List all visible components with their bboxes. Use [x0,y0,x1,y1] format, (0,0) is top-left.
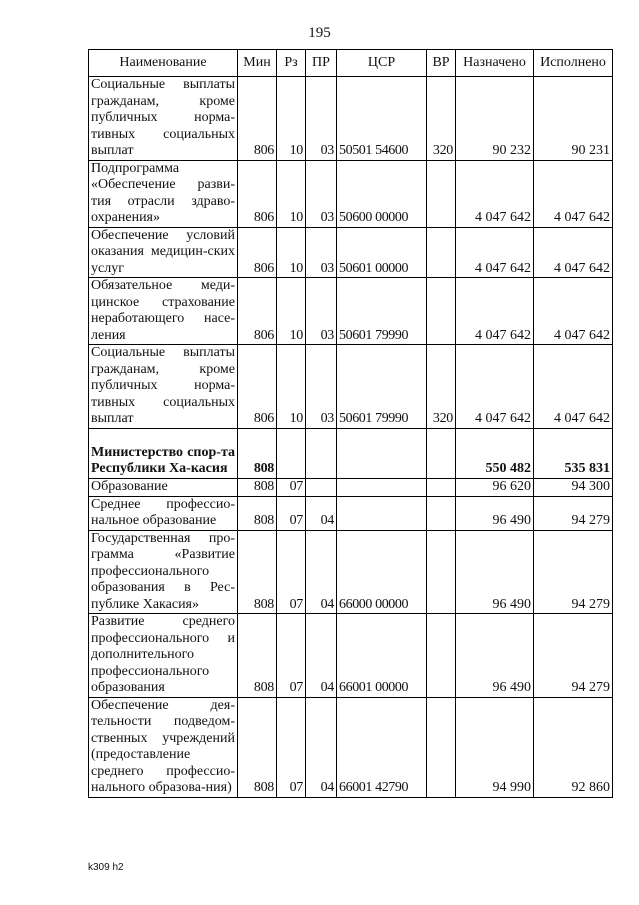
row-csr [337,478,427,496]
row-min: 806 [238,227,277,278]
row-csr: 66001 00000 [337,614,427,698]
row-csr: 66000 00000 [337,530,427,614]
row-assigned: 96 490 [456,496,534,530]
row-vr: 320 [427,345,456,429]
row-vr [427,160,456,227]
row-vr [427,278,456,345]
table-row [89,345,613,429]
row-pr: 04 [306,697,337,797]
row-pr: 03 [306,227,337,278]
row-min: 808 [238,428,277,478]
row-name: Социальные выплаты гражданам, кроме публичных норма-тивных социальных выплат [89,345,238,429]
row-vr [427,227,456,278]
row-rz: 10 [277,345,306,429]
row-pr: 03 [306,160,337,227]
row-assigned: 550 482 [456,428,534,478]
row-min: 808 [238,530,277,614]
row-rz: 10 [277,278,306,345]
row-assigned: 96 490 [456,530,534,614]
row-executed: 4 047 642 [534,160,613,227]
header-csr: ЦСР [337,50,427,77]
row-assigned: 96 620 [456,478,534,496]
row-min: 806 [238,77,277,161]
row-rz: 07 [277,697,306,797]
row-assigned: 4 047 642 [456,278,534,345]
row-name: Министерство спор-та Республики Ха-касия [89,428,238,478]
row-executed: 94 279 [534,614,613,698]
row-min: 806 [238,278,277,345]
row-assigned: 4 047 642 [456,345,534,429]
row-assigned: 4 047 642 [456,160,534,227]
row-min: 808 [238,697,277,797]
row-csr: 66001 42790 [337,697,427,797]
row-executed: 94 279 [534,496,613,530]
row-min: 808 [238,614,277,698]
row-name: Среднее профессио-нальное образование [89,496,238,530]
row-executed: 92 860 [534,697,613,797]
row-rz: 10 [277,77,306,161]
row-vr [427,428,456,478]
row-name: Образование [89,478,238,496]
row-executed: 4 047 642 [534,227,613,278]
table-row [89,278,613,345]
row-executed: 4 047 642 [534,278,613,345]
row-csr: 50501 54600 [337,77,427,161]
header-pr: ПР [306,50,337,77]
row-name: Социальные выплаты гражданам, кроме публичных норма-тивных социальных выплат [89,77,238,161]
row-executed: 94 279 [534,530,613,614]
row-assigned: 96 490 [456,614,534,698]
row-executed: 535 831 [534,428,613,478]
row-executed: 90 231 [534,77,613,161]
header-vr: ВР [427,50,456,77]
row-rz: 07 [277,496,306,530]
row-rz: 07 [277,614,306,698]
row-csr: 50600 00000 [337,160,427,227]
header-rz: Рз [277,50,306,77]
row-pr: 03 [306,345,337,429]
row-min: 808 [238,496,277,530]
table-header-row [89,50,613,77]
row-vr [427,496,456,530]
row-name: Обеспечение условий оказания медицин-ских услуг [89,227,238,278]
row-csr: 50601 00000 [337,227,427,278]
table-row [89,697,613,797]
row-min: 806 [238,345,277,429]
row-assigned: 90 232 [456,77,534,161]
row-pr [306,478,337,496]
row-assigned: 4 047 642 [456,227,534,278]
footer-code: k309 h2 [88,862,124,873]
row-csr [337,496,427,530]
row-pr: 04 [306,496,337,530]
table-row [89,227,613,278]
header-assigned: Назначено [456,50,534,77]
row-rz [277,428,306,478]
table-row [89,530,613,614]
row-csr: 50601 79990 [337,278,427,345]
row-name: Обеспечение дея-тельности подведом-ственных учреждений (предоставление среднего профессио-нального образова-ния) [89,697,238,797]
page-number: 195 [308,25,331,41]
row-pr: 04 [306,614,337,698]
budget-table [88,49,613,798]
row-min: 808 [238,478,277,496]
row-pr: 04 [306,530,337,614]
row-pr: 03 [306,278,337,345]
row-rz: 07 [277,478,306,496]
table-row [89,496,613,530]
header-name: Наименование [89,50,238,77]
row-vr [427,697,456,797]
table-row [89,614,613,698]
row-rz: 10 [277,160,306,227]
header-executed: Исполнено [534,50,613,77]
row-csr [337,428,427,478]
row-csr: 50601 79990 [337,345,427,429]
row-vr [427,530,456,614]
row-pr: 03 [306,77,337,161]
table-row [89,77,613,161]
row-name: Обязательное меди-цинское страхование неработающего насе-ления [89,278,238,345]
row-executed: 94 300 [534,478,613,496]
row-assigned: 94 990 [456,697,534,797]
row-rz: 07 [277,530,306,614]
row-vr [427,478,456,496]
table-row [89,478,613,496]
row-name: Государственная про-грамма «Развитие профессионального образования в Рес-публике Хакасия» [89,530,238,614]
row-vr [427,614,456,698]
row-name: Подпрограмма «Обеспечение разви-тия отрасли здраво-охранения» [89,160,238,227]
table-row [89,428,613,478]
row-pr [306,428,337,478]
row-rz: 10 [277,227,306,278]
row-name: Развитие среднего профессионального и дополнительного профессионального образования [89,614,238,698]
row-min: 806 [238,160,277,227]
row-vr: 320 [427,77,456,161]
row-executed: 4 047 642 [534,345,613,429]
table-row [89,160,613,227]
header-min: Мин [238,50,277,77]
